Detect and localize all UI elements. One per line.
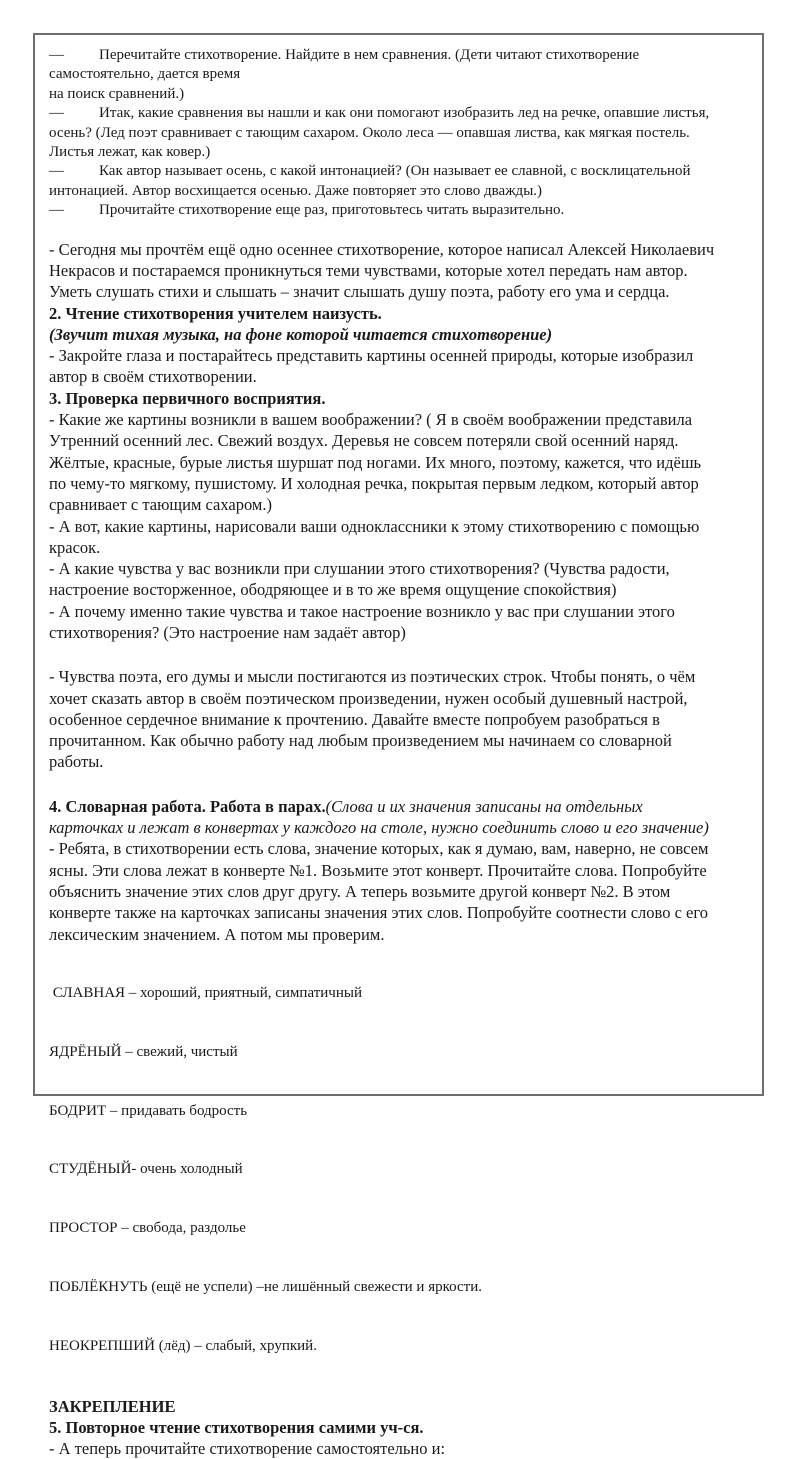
vocabulary-list (49, 945, 754, 1396)
paragraph-line: - А вот, какие картины, нарисовали ваши одноклассники к этому стихотворению с помощью (49, 516, 700, 536)
intro-questions (49, 46, 754, 221)
vocab-item: СТУДЁНЫЙ- очень холодный (49, 1161, 243, 1178)
intro-line: — Перечитайте стихотворение. Найдите в нем сравнения. (Дети читают стихотворение (49, 46, 754, 65)
intro-line: — Итак, какие сравнения вы нашли и как они помогают изобразить лед на речке, опавшие листья, (49, 104, 754, 123)
vocab-item: ПРОСТОР – свобода, раздолье (49, 1220, 246, 1237)
intro-line: Листья лежат, как ковер.) (49, 144, 211, 161)
section-heading-zakr: ЗАКРЕПЛЕНИЕ (49, 1396, 176, 1416)
paragraph-line: работы. (49, 752, 104, 772)
vocab-item: СЛАВНАЯ – хороший, приятный, симпатичный (49, 985, 362, 1002)
paragraph-line: Утренний осенний лес. Свежий воздух. Деревья не совсем потеряли свой осенний наряд. (49, 431, 679, 451)
intro-line: осень? (Лед поэт сравнивает с тающим сахаром. Около леса — опавшая листва, как мягкая постель. (49, 124, 690, 141)
vocab-item: НЕОКРЕПШИЙ (лёд) – слабый, хрупкий. (49, 1337, 317, 1354)
section-note-4: карточках и лежат в конвертах у каждого на столе, нужно соединить слово и его значение) (49, 818, 709, 838)
paragraph-line: настроение восторженное, ободряющее и в то же время ощущение спокойствия) (49, 580, 617, 600)
document-page (33, 33, 764, 1459)
paragraph-line: красок. (49, 537, 101, 557)
paragraph-line: - Ребята, в стихотворении есть слова, значение которых, как я думаю, вам, наверно, не совсем (49, 839, 709, 859)
dash-marker: — (49, 105, 64, 122)
section-heading-4: 4. Словарная работа. Работа в парах.(Слова и их значения записаны на отдельных (49, 796, 643, 816)
vocab-item: ЯДРЁНЫЙ – свежий, чистый (49, 1043, 238, 1060)
paragraph-line: - Чувства поэта, его думы и мысли постигаются из поэтических строк. Чтобы понять, о чём (49, 667, 696, 687)
paragraph-line: Уметь слушать стихи и слышать – значит слышать душу поэта, работу его ума и сердца. (49, 282, 670, 302)
paragraph-line: автор в своём стихотворении. (49, 367, 257, 387)
dash-marker: — (49, 163, 64, 180)
section-note-2: (Звучит тихая музыка, на фоне которой читается стихотворение) (49, 324, 553, 344)
paragraph-line: - Какие же картины возникли в вашем воображении? ( Я в своём воображении представила (49, 410, 693, 430)
paragraph-line: прочитанном. Как обычно работу над любым произведением мы начинаем со словарной (49, 731, 672, 751)
paragraph-line: Некрасов и постараемся проникнуться теми чувствами, которые хотел передать нам автор. (49, 260, 688, 280)
intro-line: — Прочитайте стихотворение еще раз, приготовьтесь читать выразительно. (49, 201, 754, 220)
paragraph-line: - Сегодня мы прочтём ещё одно осеннее стихотворение, которое написал Алексей Николаевич (49, 239, 715, 259)
intro-line: самостоятельно, дается время (49, 66, 241, 83)
paragraph-line: - А какие чувства у вас возникли при слушании этого стихотворения? (Чувства радости, (49, 559, 670, 579)
section-heading-3: 3. Проверка первичного восприятия. (49, 388, 326, 408)
vocab-item: БОДРИТ – придавать бодрость (49, 1102, 248, 1119)
paragraph-line: - А теперь прочитайте стихотворение самостоятельно и: (49, 1439, 446, 1459)
paragraph-line: хочет сказать автор в своём поэтическом произведении, нужен особый душевный настрой, (49, 688, 688, 708)
section-heading-2: 2. Чтение стихотворения учителем наизусть. (49, 303, 382, 323)
vocab-item: ПОБЛЁКНУТЬ (ещё не успели) –не лишённый свежести и яркости. (49, 1278, 483, 1295)
paragraph-line: объяснить значение этих слов друг другу. А теперь возьмите другой конверт №2. В этом (49, 881, 671, 901)
paragraph-line: ясны. Эти слова лежат в конверте №1. Возьмите этот конверт. Прочитайте слова. Попробуйте (49, 860, 707, 880)
intro-line: — Как автор называет осень, с какой интонацией? (Он называет ее славной, с восклицательной (49, 162, 754, 181)
paragraph-line: сравнивает с тающим сахаром.) (49, 495, 272, 515)
paragraph-line: лексическим значением. А потом мы проверим. (49, 924, 385, 944)
intro-line: на поиск сравнений.) (49, 85, 185, 102)
paragraph-line: - А почему именно такие чувства и такое настроение возникло у вас при слушании этого (49, 601, 675, 621)
document-body (49, 46, 754, 1459)
main-text (49, 239, 754, 945)
closing-section (49, 1396, 754, 1459)
paragraph-line: особенное сердечное внимание к прочтению. Давайте вместе попробуем разобраться в (49, 709, 660, 729)
paragraph-line: Жёлтые, красные, бурые листья шуршат под ногами. Их много, поэтому, кажется, что идёшь (49, 452, 702, 472)
dash-marker: — (49, 202, 64, 219)
dash-marker: — (49, 47, 64, 63)
paragraph-line: по чему-то мягкому, пушистому. И холодная речка, покрытая первым ледком, который автор (49, 473, 699, 493)
paragraph-line: - Закройте глаза и постарайтесь представить картины осенней природы, которые изобразил (49, 346, 694, 366)
paragraph-line: конверте также на карточках записаны значения этих слов. Попробуйте соотнести слово с его (49, 903, 708, 923)
intro-line: интонацией. Автор восхищается осенью. Даже повторяет это слово дважды.) (49, 182, 543, 199)
section-heading-5: 5. Повторное чтение стихотворения самими уч-ся. (49, 1417, 424, 1437)
paragraph-line: стихотворения? (Это настроение нам задаёт автор) (49, 623, 406, 642)
